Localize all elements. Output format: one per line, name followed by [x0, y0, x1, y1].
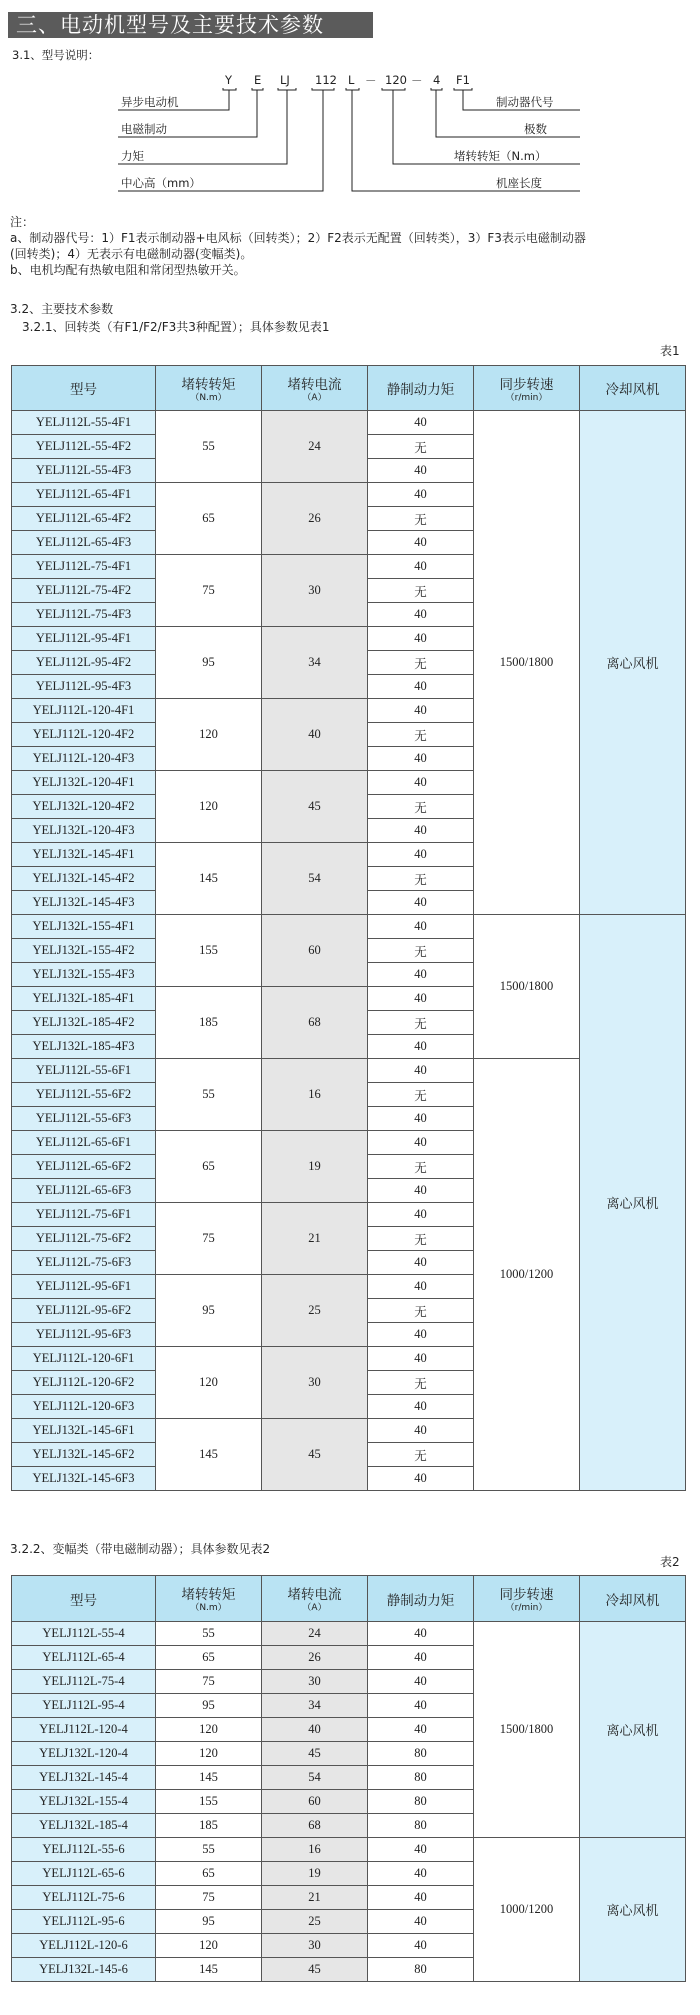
- model-cell: YELJ112L-120-4F3: [12, 747, 156, 771]
- current-cell: 68: [262, 987, 368, 1059]
- notes-title: 注：: [10, 215, 35, 229]
- speed-cell: 1500/1800: [474, 915, 580, 1059]
- model-cell: YELJ112L-55-4F2: [12, 435, 156, 459]
- current-cell: 16: [262, 1838, 368, 1862]
- brake-cell: 40: [368, 819, 474, 843]
- model-cell: YELJ112L-120-4F2: [12, 723, 156, 747]
- model-cell: YELJ132L-155-4F2: [12, 939, 156, 963]
- left-label-motor: 异步电动机: [121, 95, 179, 109]
- brake-cell: 40: [368, 699, 474, 723]
- th-torque: [156, 1576, 262, 1622]
- brake-cell: 40: [368, 1107, 474, 1131]
- code-part: LJ: [280, 73, 290, 87]
- model-cell: YELJ112L-65-6F2: [12, 1155, 156, 1179]
- table-row: [12, 1622, 686, 1646]
- note-b: b、电机均配有热敏电阻和常闭型热敏开关。: [10, 263, 246, 277]
- brake-cell: 40: [368, 411, 474, 435]
- model-cell: YELJ112L-75-4F1: [12, 555, 156, 579]
- current-cell: 24: [262, 411, 368, 483]
- torque-cell: 95: [156, 1275, 262, 1347]
- th-torque-text: 堵转转矩: [181, 1587, 236, 1603]
- brake-cell: 40: [368, 1419, 474, 1443]
- th-model: [12, 366, 156, 411]
- brake-cell: 40: [368, 1862, 474, 1886]
- table2-label: 表2: [660, 1555, 680, 1569]
- model-cell: YELJ112L-120-4: [12, 1718, 156, 1742]
- model-cell: YELJ132L-120-4F3: [12, 819, 156, 843]
- torque-cell: 120: [156, 1742, 262, 1766]
- torque-cell: 155: [156, 915, 262, 987]
- current-cell: 45: [262, 771, 368, 843]
- model-cell: YELJ112L-95-6F1: [12, 1275, 156, 1299]
- model-cell: YELJ112L-75-6F1: [12, 1203, 156, 1227]
- model-cell: YELJ112L-55-4F3: [12, 459, 156, 483]
- current-cell: 30: [262, 1934, 368, 1958]
- table2-header-row: [12, 1576, 686, 1622]
- model-cell: YELJ112L-120-6: [12, 1934, 156, 1958]
- model-cell: YELJ112L-65-4F1: [12, 483, 156, 507]
- code-part: －: [365, 74, 377, 88]
- brake-cell: 40: [368, 963, 474, 987]
- brake-cell: 40: [368, 1670, 474, 1694]
- th-cooling-text: 冷却风机: [605, 382, 660, 398]
- current-cell: 30: [262, 1670, 368, 1694]
- brake-cell: 40: [368, 1059, 474, 1083]
- current-cell: 21: [262, 1886, 368, 1910]
- torque-cell: 120: [156, 699, 262, 771]
- cooling-cell: 离心风机: [580, 411, 686, 915]
- torque-cell: 75: [156, 555, 262, 627]
- model-cell: YELJ112L-55-6F1: [12, 1059, 156, 1083]
- model-cell: YELJ112L-75-6F2: [12, 1227, 156, 1251]
- th-model: [12, 1576, 156, 1622]
- brake-cell: 40: [368, 1347, 474, 1371]
- brake-cell: 40: [368, 1395, 474, 1419]
- brake-cell: 无: [368, 723, 474, 747]
- current-cell: 54: [262, 1766, 368, 1790]
- speed-cell: 1500/1800: [474, 1622, 580, 1838]
- code-part: －: [411, 74, 423, 88]
- brake-cell: 40: [368, 1275, 474, 1299]
- model-cell: YELJ112L-65-6F3: [12, 1179, 156, 1203]
- speed-cell: 1000/1200: [474, 1838, 580, 1982]
- th-current-text: 堵转电流: [287, 376, 342, 393]
- code-part: E: [254, 73, 262, 87]
- brake-cell: 无: [368, 1083, 474, 1107]
- torque-cell: 120: [156, 1934, 262, 1958]
- th-current-text: 堵转电流: [287, 1587, 342, 1603]
- brake-cell: 40: [368, 1251, 474, 1275]
- brake-cell: 40: [368, 1622, 474, 1646]
- th-torque-text: 堵转转矩: [181, 376, 236, 393]
- th-current-unit: （A）: [302, 392, 327, 403]
- code-part: 112: [315, 73, 337, 87]
- model-cell: YELJ132L-155-4F3: [12, 963, 156, 987]
- model-cell: YELJ132L-145-6F3: [12, 1467, 156, 1491]
- brake-cell: 无: [368, 867, 474, 891]
- th-torque-unit: （N.m）: [190, 392, 227, 403]
- torque-cell: 145: [156, 1419, 262, 1491]
- torque-cell: 145: [156, 1766, 262, 1790]
- model-cell: YELJ132L-155-4F1: [12, 915, 156, 939]
- current-cell: 45: [262, 1419, 368, 1491]
- model-cell: YELJ132L-185-4: [12, 1814, 156, 1838]
- current-cell: 45: [262, 1958, 368, 1982]
- model-cell: YELJ132L-145-4: [12, 1766, 156, 1790]
- brake-cell: 无: [368, 435, 474, 459]
- brake-cell: 40: [368, 1910, 474, 1934]
- diagram-lines: [0, 0, 700, 200]
- brake-cell: 40: [368, 555, 474, 579]
- model-cell: YELJ112L-65-6: [12, 1862, 156, 1886]
- torque-cell: 185: [156, 987, 262, 1059]
- torque-cell: 95: [156, 1694, 262, 1718]
- brake-cell: 40: [368, 1131, 474, 1155]
- model-cell: YELJ112L-65-4F3: [12, 531, 156, 555]
- code-part: L: [348, 73, 355, 87]
- current-cell: 54: [262, 843, 368, 915]
- brake-cell: 40: [368, 531, 474, 555]
- torque-cell: 65: [156, 1131, 262, 1203]
- th-brake: [368, 1576, 474, 1622]
- model-cell: YELJ132L-120-4F1: [12, 771, 156, 795]
- torque-cell: 120: [156, 771, 262, 843]
- brake-cell: 80: [368, 1742, 474, 1766]
- model-cell: YELJ132L-120-4F2: [12, 795, 156, 819]
- current-cell: 34: [262, 627, 368, 699]
- sec322-heading: 3.2.2、变幅类（带电磁制动器）；具体参数见表2: [10, 1542, 271, 1556]
- torque-cell: 55: [156, 411, 262, 483]
- table2: [11, 1575, 686, 1982]
- torque-cell: 55: [156, 1622, 262, 1646]
- current-cell: 45: [262, 1742, 368, 1766]
- brake-cell: 无: [368, 579, 474, 603]
- brake-cell: 40: [368, 1886, 474, 1910]
- current-cell: 40: [262, 1718, 368, 1742]
- torque-cell: 75: [156, 1886, 262, 1910]
- th-cooling-text: 冷却风机: [605, 1592, 660, 1609]
- th-model-text: 型号: [70, 1592, 97, 1609]
- torque-cell: 65: [156, 1862, 262, 1886]
- current-cell: 26: [262, 483, 368, 555]
- current-cell: 34: [262, 1694, 368, 1718]
- brake-cell: 无: [368, 795, 474, 819]
- sec31-heading: 3.1、型号说明：: [12, 48, 100, 62]
- brake-cell: 40: [368, 627, 474, 651]
- model-cell: YELJ112L-75-4F2: [12, 579, 156, 603]
- current-cell: 30: [262, 555, 368, 627]
- model-cell: YELJ112L-75-6F3: [12, 1251, 156, 1275]
- th-speed-text: 同步转速: [499, 1587, 554, 1603]
- brake-cell: 40: [368, 483, 474, 507]
- current-cell: 25: [262, 1910, 368, 1934]
- th-current: [262, 366, 368, 411]
- torque-cell: 155: [156, 1790, 262, 1814]
- brake-cell: 无: [368, 1443, 474, 1467]
- model-cell: YELJ112L-55-6F3: [12, 1107, 156, 1131]
- code-part: 120: [385, 73, 407, 87]
- torque-cell: 75: [156, 1670, 262, 1694]
- table-row: [12, 1838, 686, 1862]
- model-cell: YELJ132L-185-4F1: [12, 987, 156, 1011]
- brake-cell: 40: [368, 1646, 474, 1670]
- current-cell: 19: [262, 1131, 368, 1203]
- model-cell: YELJ112L-75-4F3: [12, 603, 156, 627]
- th-torque: [156, 366, 262, 411]
- cooling-cell: 离心风机: [580, 1838, 686, 1982]
- brake-cell: 40: [368, 1323, 474, 1347]
- th-cooling: [580, 366, 686, 411]
- th-cooling: [580, 1576, 686, 1622]
- brake-cell: 40: [368, 459, 474, 483]
- model-cell: YELJ112L-95-6F3: [12, 1323, 156, 1347]
- current-cell: 60: [262, 915, 368, 987]
- model-cell: YELJ132L-145-6F2: [12, 1443, 156, 1467]
- code-part: Y: [225, 73, 233, 87]
- torque-cell: 120: [156, 1347, 262, 1419]
- brake-cell: 40: [368, 1934, 474, 1958]
- brake-cell: 40: [368, 1035, 474, 1059]
- model-cell: YELJ112L-120-6F3: [12, 1395, 156, 1419]
- brake-cell: 40: [368, 1179, 474, 1203]
- th-speed: [474, 1576, 580, 1622]
- model-cell: YELJ112L-95-4F3: [12, 675, 156, 699]
- torque-cell: 185: [156, 1814, 262, 1838]
- brake-cell: 无: [368, 651, 474, 675]
- torque-cell: 95: [156, 627, 262, 699]
- torque-cell: 65: [156, 1646, 262, 1670]
- model-cell: YELJ112L-65-6F1: [12, 1131, 156, 1155]
- right-label-poles: 极数: [524, 122, 547, 136]
- model-cell: YELJ112L-55-4: [12, 1622, 156, 1646]
- brake-cell: 40: [368, 987, 474, 1011]
- model-cell: YELJ112L-95-4F1: [12, 627, 156, 651]
- model-cell: YELJ112L-75-6: [12, 1886, 156, 1910]
- model-cell: YELJ132L-145-6: [12, 1958, 156, 1982]
- section-title: 三、电动机型号及主要技术参数: [8, 12, 373, 38]
- table1: [11, 365, 686, 1491]
- th-current: [262, 1576, 368, 1622]
- current-cell: 25: [262, 1275, 368, 1347]
- current-cell: 26: [262, 1646, 368, 1670]
- model-cell: YELJ112L-95-6: [12, 1910, 156, 1934]
- th-speed-unit: （r/min）: [505, 392, 548, 403]
- torque-cell: 75: [156, 1203, 262, 1275]
- th-speed: [474, 366, 580, 411]
- brake-cell: 40: [368, 675, 474, 699]
- current-cell: 24: [262, 1622, 368, 1646]
- brake-cell: 无: [368, 507, 474, 531]
- brake-cell: 80: [368, 1958, 474, 1982]
- current-cell: 30: [262, 1347, 368, 1419]
- brake-cell: 无: [368, 1371, 474, 1395]
- torque-cell: 55: [156, 1838, 262, 1862]
- brake-cell: 80: [368, 1814, 474, 1838]
- right-label-frame-length: 机座长度: [496, 176, 542, 190]
- current-cell: 68: [262, 1814, 368, 1838]
- brake-cell: 无: [368, 1299, 474, 1323]
- brake-cell: 40: [368, 747, 474, 771]
- model-cell: YELJ132L-145-4F1: [12, 843, 156, 867]
- model-cell: YELJ112L-55-6F2: [12, 1083, 156, 1107]
- torque-cell: 120: [156, 1718, 262, 1742]
- th-speed-unit: （r/min）: [505, 1603, 548, 1613]
- table-row: [12, 915, 686, 939]
- brake-cell: 80: [368, 1790, 474, 1814]
- model-cell: YELJ132L-185-4F2: [12, 1011, 156, 1035]
- brake-cell: 40: [368, 843, 474, 867]
- current-cell: 19: [262, 1862, 368, 1886]
- table-row: [12, 411, 686, 435]
- model-cell: YELJ112L-55-4F1: [12, 411, 156, 435]
- brake-cell: 40: [368, 1694, 474, 1718]
- model-cell: YELJ112L-120-6F2: [12, 1371, 156, 1395]
- torque-cell: 65: [156, 483, 262, 555]
- speed-cell: 1000/1200: [474, 1059, 580, 1491]
- note-a: a、制动器代号：1）F1表示制动器+电风标（回转类）；2）F2表示无配置（回转类），3）F3表示电磁制动器: [10, 231, 586, 245]
- brake-cell: 40: [368, 1718, 474, 1742]
- th-model-text: 型号: [70, 382, 97, 398]
- cooling-cell: 离心风机: [580, 1622, 686, 1838]
- th-torque-unit: （N.m）: [190, 1603, 227, 1613]
- brake-cell: 无: [368, 1011, 474, 1035]
- left-label-height: 中心高（mm）: [121, 176, 201, 190]
- th-current-unit: （A）: [302, 1603, 327, 1613]
- current-cell: 60: [262, 1790, 368, 1814]
- left-label-torque: 力矩: [121, 149, 144, 163]
- model-cell: YELJ112L-95-4: [12, 1694, 156, 1718]
- model-cell: YELJ112L-95-4F2: [12, 651, 156, 675]
- code-part: F1: [456, 73, 470, 87]
- model-cell: YELJ112L-120-6F1: [12, 1347, 156, 1371]
- cooling-cell: 离心风机: [580, 915, 686, 1491]
- table1-header-row: [12, 366, 686, 411]
- table1-label: 表1: [660, 344, 680, 358]
- th-brake: [368, 366, 474, 411]
- sec321-heading: 3.2.1、回转类（有F1/F2/F3共3种配置）；具体参数见表1: [22, 320, 330, 334]
- right-label-brake-code: 制动器代号: [496, 95, 554, 109]
- current-cell: 40: [262, 699, 368, 771]
- code-part: 4: [433, 73, 441, 87]
- model-cell: YELJ112L-120-4F1: [12, 699, 156, 723]
- torque-cell: 95: [156, 1910, 262, 1934]
- left-label-brake: 电磁制动: [121, 122, 167, 136]
- current-cell: 16: [262, 1059, 368, 1131]
- model-cell: YELJ132L-145-4F3: [12, 891, 156, 915]
- note-a2: (回转类)；4）无表示有电磁制动器(变幅类)。: [10, 247, 253, 261]
- torque-cell: 55: [156, 1059, 262, 1131]
- brake-cell: 无: [368, 1227, 474, 1251]
- speed-cell: 1500/1800: [474, 411, 580, 915]
- brake-cell: 40: [368, 771, 474, 795]
- brake-cell: 40: [368, 1467, 474, 1491]
- torque-cell: 145: [156, 1958, 262, 1982]
- brake-cell: 40: [368, 603, 474, 627]
- brake-cell: 80: [368, 1766, 474, 1790]
- model-cell: YELJ132L-145-6F1: [12, 1419, 156, 1443]
- model-cell: YELJ132L-155-4: [12, 1790, 156, 1814]
- th-speed-text: 同步转速: [499, 376, 554, 393]
- brake-cell: 40: [368, 915, 474, 939]
- brake-cell: 无: [368, 1155, 474, 1179]
- right-label-stall-torque: 堵转转矩（N.m）: [454, 149, 547, 163]
- model-cell: YELJ112L-65-4F2: [12, 507, 156, 531]
- current-cell: 21: [262, 1203, 368, 1275]
- th-brake-text: 静制动力矩: [386, 1592, 455, 1609]
- th-brake-text: 静制动力矩: [386, 382, 455, 398]
- sec32-heading: 3.2、主要技术参数: [10, 302, 114, 316]
- brake-cell: 40: [368, 1838, 474, 1862]
- brake-cell: 40: [368, 1203, 474, 1227]
- model-cell: YELJ112L-95-6F2: [12, 1299, 156, 1323]
- brake-cell: 40: [368, 891, 474, 915]
- model-cell: YELJ112L-55-6: [12, 1838, 156, 1862]
- model-cell: YELJ132L-145-4F2: [12, 867, 156, 891]
- model-cell: YELJ112L-75-4: [12, 1670, 156, 1694]
- brake-cell: 无: [368, 939, 474, 963]
- model-cell: YELJ132L-185-4F3: [12, 1035, 156, 1059]
- model-cell: YELJ132L-120-4: [12, 1742, 156, 1766]
- model-cell: YELJ112L-65-4: [12, 1646, 156, 1670]
- torque-cell: 145: [156, 843, 262, 915]
